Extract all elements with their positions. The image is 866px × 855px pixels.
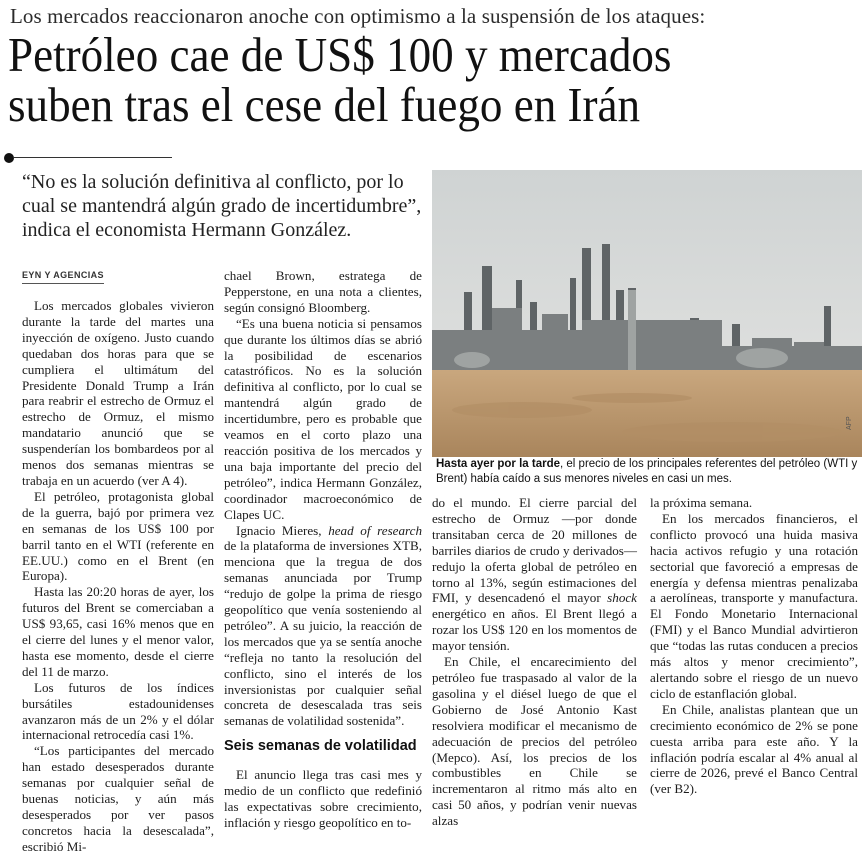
caption-lead: Hasta ayer por la tarde (436, 458, 561, 470)
headline-line-2: suben tras el cese del fuego en Irán (8, 77, 641, 132)
refinery-photo (432, 170, 862, 457)
article-column-1 (22, 298, 214, 855)
italic-run: head of research (328, 522, 422, 538)
paragraph (432, 495, 637, 654)
paragraph: Los mercados globales vivieron durante la tarde del martes una inyección de oxígeno. Justo cuando quedaban dos horas para que se cumpliera el ultimátum del Presidente Donald Trump a Irán para reabrir el estrecho de Ormuz el estrecho de Ormuz, el mismo mandatario anunció que se suspenderían los bombardeos por al menos dos semanas mientras se trabaja en un acuerdo (ver A 4). (22, 298, 214, 488)
caption-text: , el precio de los principales referentes del petróleo (WTI y Brent) había caído a sus menores niveles en casi un mes. (436, 458, 858, 485)
article-column-2 (224, 268, 422, 831)
deck-bullet (4, 153, 14, 163)
paragraph: Hasta las 20:20 horas de ayer, los futuros del Brent se comerciaban a US$ 93,65, casi 16% menos que en el cierre del lunes y el menor valor, hasta ese momento, desde el cierre del 11 de marzo. (22, 584, 214, 679)
paragraph: El petróleo, protagonista global de la guerra, bajó por primera vez en semanas de los US$ 100 por barril tanto en el WTI (referente en EE.UU.) como en el Brent (en Europa). (22, 488, 214, 584)
paragraph: la próxima semana. (650, 495, 753, 510)
text-run: energético en años. El Brent llegó a rozar los US$ 120 en los momentos de mayor tensión. (432, 606, 637, 654)
italic-run: shock (607, 590, 637, 606)
text-run: Ignacio Mieres, (236, 522, 329, 538)
deck-quote: “No es la solución definitiva al conflicto, por lo cual se mantendrá algún grado de incertidumbre”, indica el economista Hermann González. (22, 171, 422, 241)
text-run: do el mundo. El cierre parcial del estrecho de Ormuz —por donde transitaban cerca de 20 millones de barriles diarios de crudo y derivados— redujo la oferta global de petróleo en torno al 13%, según estimaciones del FMI, y desencadenó el mayor (432, 495, 637, 606)
paragraph: “Los participantes del mercado han estado desesperados durante semanas por cualquier señal de buenas noticias, y aún más desesperados por ver pasos concretos hacia la desescalada”, escribió Mi- (22, 743, 214, 854)
paragraph: En Chile, el encarecimiento del petróleo fue traspasado al valor de la gasolina y el diésel luego de que el Gobierno de José Antonio Kast resolviera modificar el mecanismo de adecuación de precios del petróleo (Mepco). Así, los precios de los combustibles en Chile se incrementaron al ritmo más alto en casi 50 años, y podrían venir nuevas alzas (432, 654, 637, 829)
byline: EYN Y AGENCIAS (22, 270, 104, 284)
kicker: Los mercados reaccionaron anoche con optimismo a la suspensión de los ataques: (10, 4, 706, 28)
deck-rule (14, 157, 172, 158)
text-run: de la plataforma de inversiones XTB, menciona que la tregua de dos semanas anunciada por Trump “redujo de golpe la prima de riesgo geopolítico que venía sosteniendo al petróleo”. A su juicio, la reacción de los mercados que ya se sentía anoche “refleja no tanto la resolución del conflicto, sino el interés de los inversionistas por cualquier señal concreta de desescalada tras seis semanas de volatilidad sostenida”. (224, 538, 422, 729)
section-subhead: Seis semanas de volatilidad (224, 738, 417, 755)
headline (8, 27, 790, 132)
photo-credit: AFP (846, 416, 853, 430)
paragraph: En Chile, analistas plantean que un crecimiento económico de 2% se pone cuesta arriba para este año. Y la inflación podría escalar al 4% anual al cierre de 2026, prevé el Banco Central (ver B2). (650, 701, 858, 797)
paragraph: El anuncio llega tras casi mes y medio de un conflicto que redefinió las expectativas sobre crecimiento, inflación y riesgo geopolítico en to- (224, 767, 422, 830)
paragraph: En los mercados financieros, el conflicto provocó una huida masiva hacia activos refugio y una rotación sectorial que favoreció a empresas de energía y defensa mientras penalizaba a aerolíneas, transporte y manufactura. El Fondo Monetario Internacional (FMI) y el Banco Mundial advirtieron que “todas las rutas conducen a precios más altos y menor crecimiento”, alertando sobre el riesgo de un nuevo ciclo de estanflación global. (650, 510, 858, 701)
paragraph: “Es una buena noticia si pensamos que durante los últimos días se abrió la posibilidad de escenarios catastróficos. No es la solución definitiva al conflicto, por lo cual se mantendrá algún grado de incertidumbre, pero es probable que veamos en el corto plazo una reacción positiva de los mercados y una baja importante del precio del petróleo”, indica Hermann González, coordinador macroeconómico de Clapes UC. (224, 315, 422, 522)
headline-line-1: Petróleo cae de US$ 100 y mercados (8, 27, 672, 82)
article-column-3 (432, 495, 637, 829)
photo-caption (436, 457, 860, 487)
paragraph: Los futuros de los índices bursátiles estadounidenses avanzaron más de un 2% y el dólar internacional retrocedía casi 1%. (22, 679, 214, 743)
paragraph (224, 523, 422, 730)
article-column-4 (650, 495, 858, 797)
paragraph: chael Brown, estratega de Pepperstone, en una nota a clientes, según consignó Bloomberg. (224, 268, 422, 315)
